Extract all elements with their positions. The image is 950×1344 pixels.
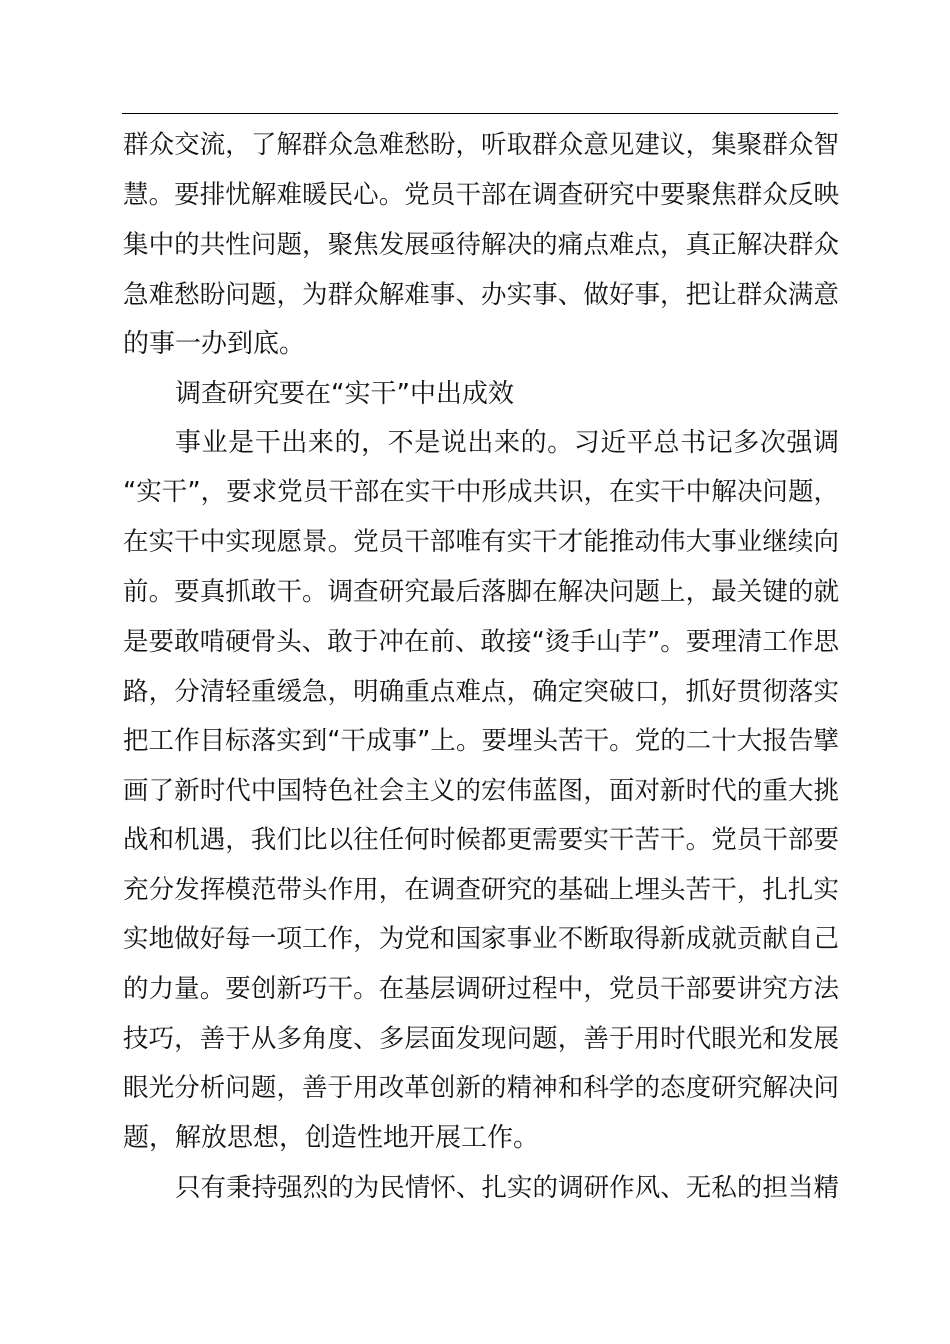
text-line-19: 技巧，善于从多角度、多层面发现问题，善于用时代眼光和发展 <box>123 1024 839 1054</box>
text-line-18: 的力量。要创新巧干。在基层调研过程中，党员干部要讲究方法 <box>123 974 839 1004</box>
text-line-11: 是要敢啃硬骨头、敢于冲在前、敢接“烫手山芋”。要理清工作思 <box>123 627 839 657</box>
text-line-14: 画了新时代中国特色社会主义的宏伟蓝图，面对新时代的重大挑 <box>123 776 839 806</box>
text-line-12: 路，分清轻重缓急，明确重点难点，确定突破口，抓好贯彻落实 <box>123 677 839 707</box>
text-line-2: 慧。要排忧解难暖民心。党员干部在调查研究中要聚焦群众反映 <box>123 180 839 210</box>
text-line-16: 充分发挥模范带头作用，在调查研究的基础上埋头苦干，扎扎实 <box>123 875 839 905</box>
text-line-15: 战和机遇，我们比以往任何时候都更需要实干苦干。党员干部要 <box>123 825 839 855</box>
text-line-7: 事业是干出来的，不是说出来的。习近平总书记多次强调 <box>175 428 839 458</box>
text-line-22: 只有秉持强烈的为民情怀、扎实的调研作风、无私的担当精 <box>175 1173 839 1203</box>
header-rule <box>122 113 838 114</box>
text-line-1: 群众交流，了解群众急难愁盼，听取群众意见建议，集聚群众智 <box>123 130 839 160</box>
text-line-20: 眼光分析问题，善于用改革创新的精神和科学的态度研究解决问 <box>123 1073 839 1103</box>
text-line-3: 集中的共性问题，聚焦发展亟待解决的痛点难点，真正解决群众 <box>123 230 839 260</box>
text-line-17: 实地做好每一项工作，为党和国家事业不断取得新成就贡献自己 <box>123 924 839 954</box>
text-line-4: 急难愁盼问题，为群众解难事、办实事、做好事，把让群众满意 <box>123 280 839 310</box>
text-line-9: 在实干中实现愿景。党员干部唯有实干才能推动伟大事业继续向 <box>123 527 839 557</box>
text-line-8: “实干”，要求党员干部在实干中形成共识，在实干中解决问题， <box>123 477 839 507</box>
section-heading: 调查研究要在“实干”中出成效 <box>175 379 514 409</box>
text-line-13: 把工作目标落实到“干成事”上。要埋头苦干。党的二十大报告擘 <box>123 726 839 756</box>
text-line-10: 前。要真抓敢干。调查研究最后落脚在解决问题上，最关键的就 <box>123 577 839 607</box>
text-line-5: 的事一办到底。 <box>123 329 306 359</box>
text-line-21: 题，解放思想，创造性地开展工作。 <box>123 1123 540 1153</box>
